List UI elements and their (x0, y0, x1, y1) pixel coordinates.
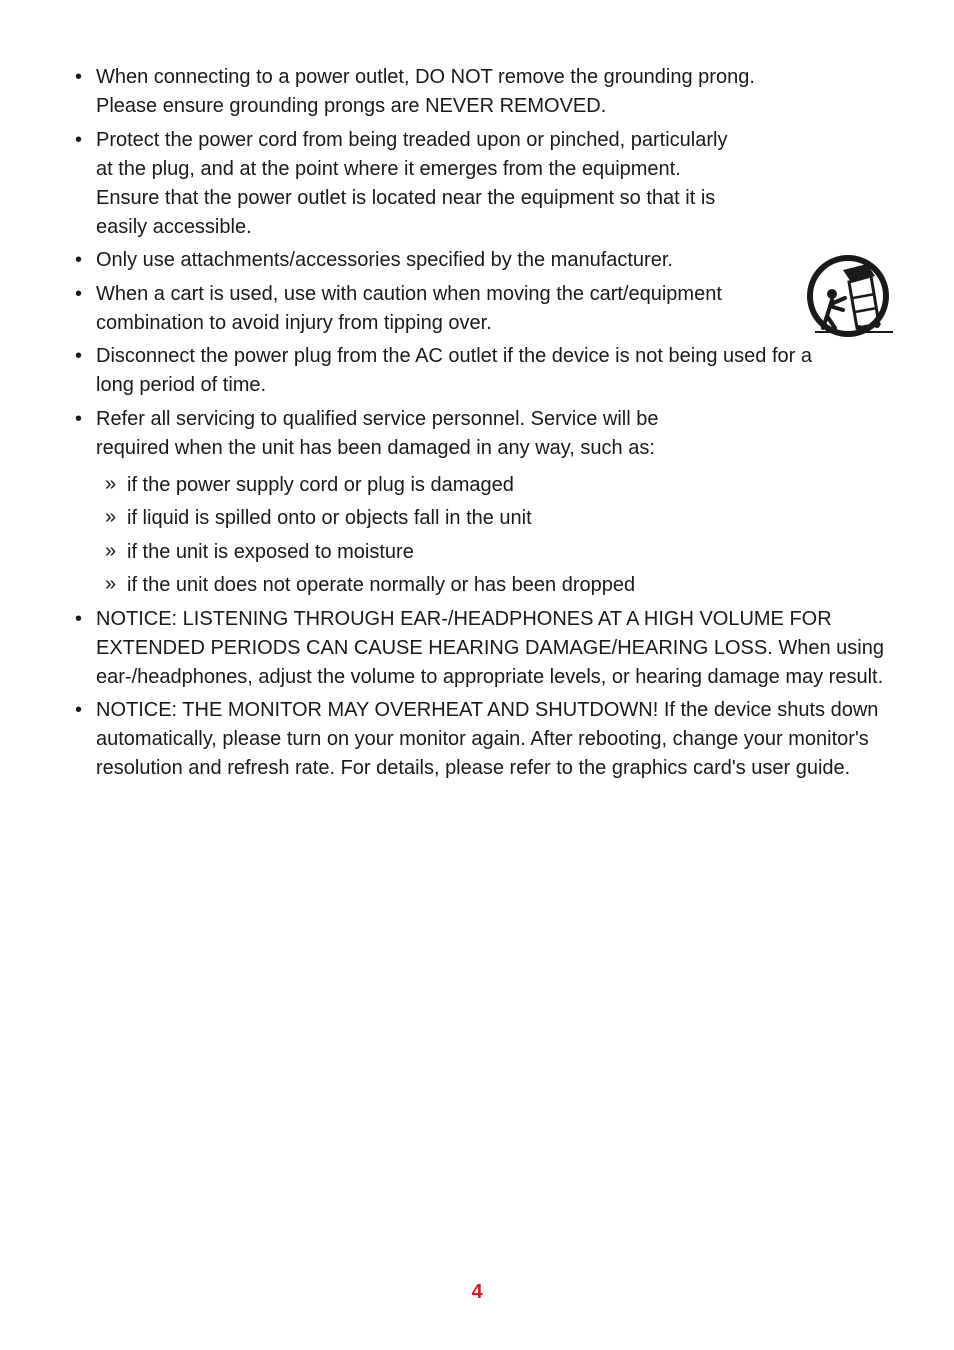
list-item-text: • When connecting to a power outlet, DO NOT remove the grounding prong. Please ensure grounding prongs are NEVER REMOVED. (96, 66, 755, 117)
list-item-text: Only use attachments/accessories specified by the manufacturer. (96, 249, 673, 271)
list-item-attachments (74, 246, 894, 275)
sub-list-item: » if liquid is spilled onto or objects fall in the unit (96, 504, 894, 533)
list-item-cart (74, 280, 894, 338)
sub-list-item: » if the unit is exposed to moisture (96, 538, 894, 567)
list-item-text: • Protect the power cord from being treaded upon or pinched, particularly at the plug, and at the point where it emerges from the equipment. Ensure that the power outlet is located near the equipment so that it is easily accessible. (96, 128, 728, 238)
sub-list-item: » if the power supply cord or plug is damaged (96, 471, 894, 500)
list-item-text: • Refer all servicing to qualified service personnel. Service will be required when the unit has been damaged in any way, such as: (96, 407, 659, 459)
sub-list-item: » if the unit does not operate normally or has been dropped (96, 571, 894, 600)
list-item-overheat-notice (74, 696, 894, 783)
list-item-text: • Disconnect the power plug from the AC outlet if the device is not being used for a long period of time. (96, 345, 812, 396)
list-item-text: • When a cart is used, use with caution when moving the cart/equipment combination to avoid injury from tipping over. (96, 282, 722, 334)
list-item-servicing (74, 405, 894, 601)
list-item-text: NOTICE: THE MONITOR MAY OVERHEAT AND SHUTDOWN! If the device shuts down automatically, please turn on your monitor again. After rebooting, change your monitor's resolution and refresh rate. For details, please refer to the graphics card's user guide. (96, 699, 879, 779)
list-item-text: NOTICE: LISTENING THROUGH EAR-/HEADPHONES AT A HIGH VOLUME FOR EXTENDED PERIODS CAN CAUSE HEARING DAMAGE/HEARING LOSS. When using ear-/headphones, adjust the volume to appropriate levels, or hearing damage may result. (96, 607, 884, 688)
list-item-disconnect (74, 342, 894, 400)
list-item-grounding (74, 63, 894, 121)
list-item-power-cord (74, 126, 894, 242)
servicing-sub-list (96, 471, 894, 601)
safety-instructions (74, 63, 894, 788)
list-item-hearing-notice (74, 605, 894, 692)
page-number: 4 (471, 1281, 483, 1303)
cart-tip-over-warning-icon (805, 254, 893, 340)
bullet-list (74, 63, 894, 783)
